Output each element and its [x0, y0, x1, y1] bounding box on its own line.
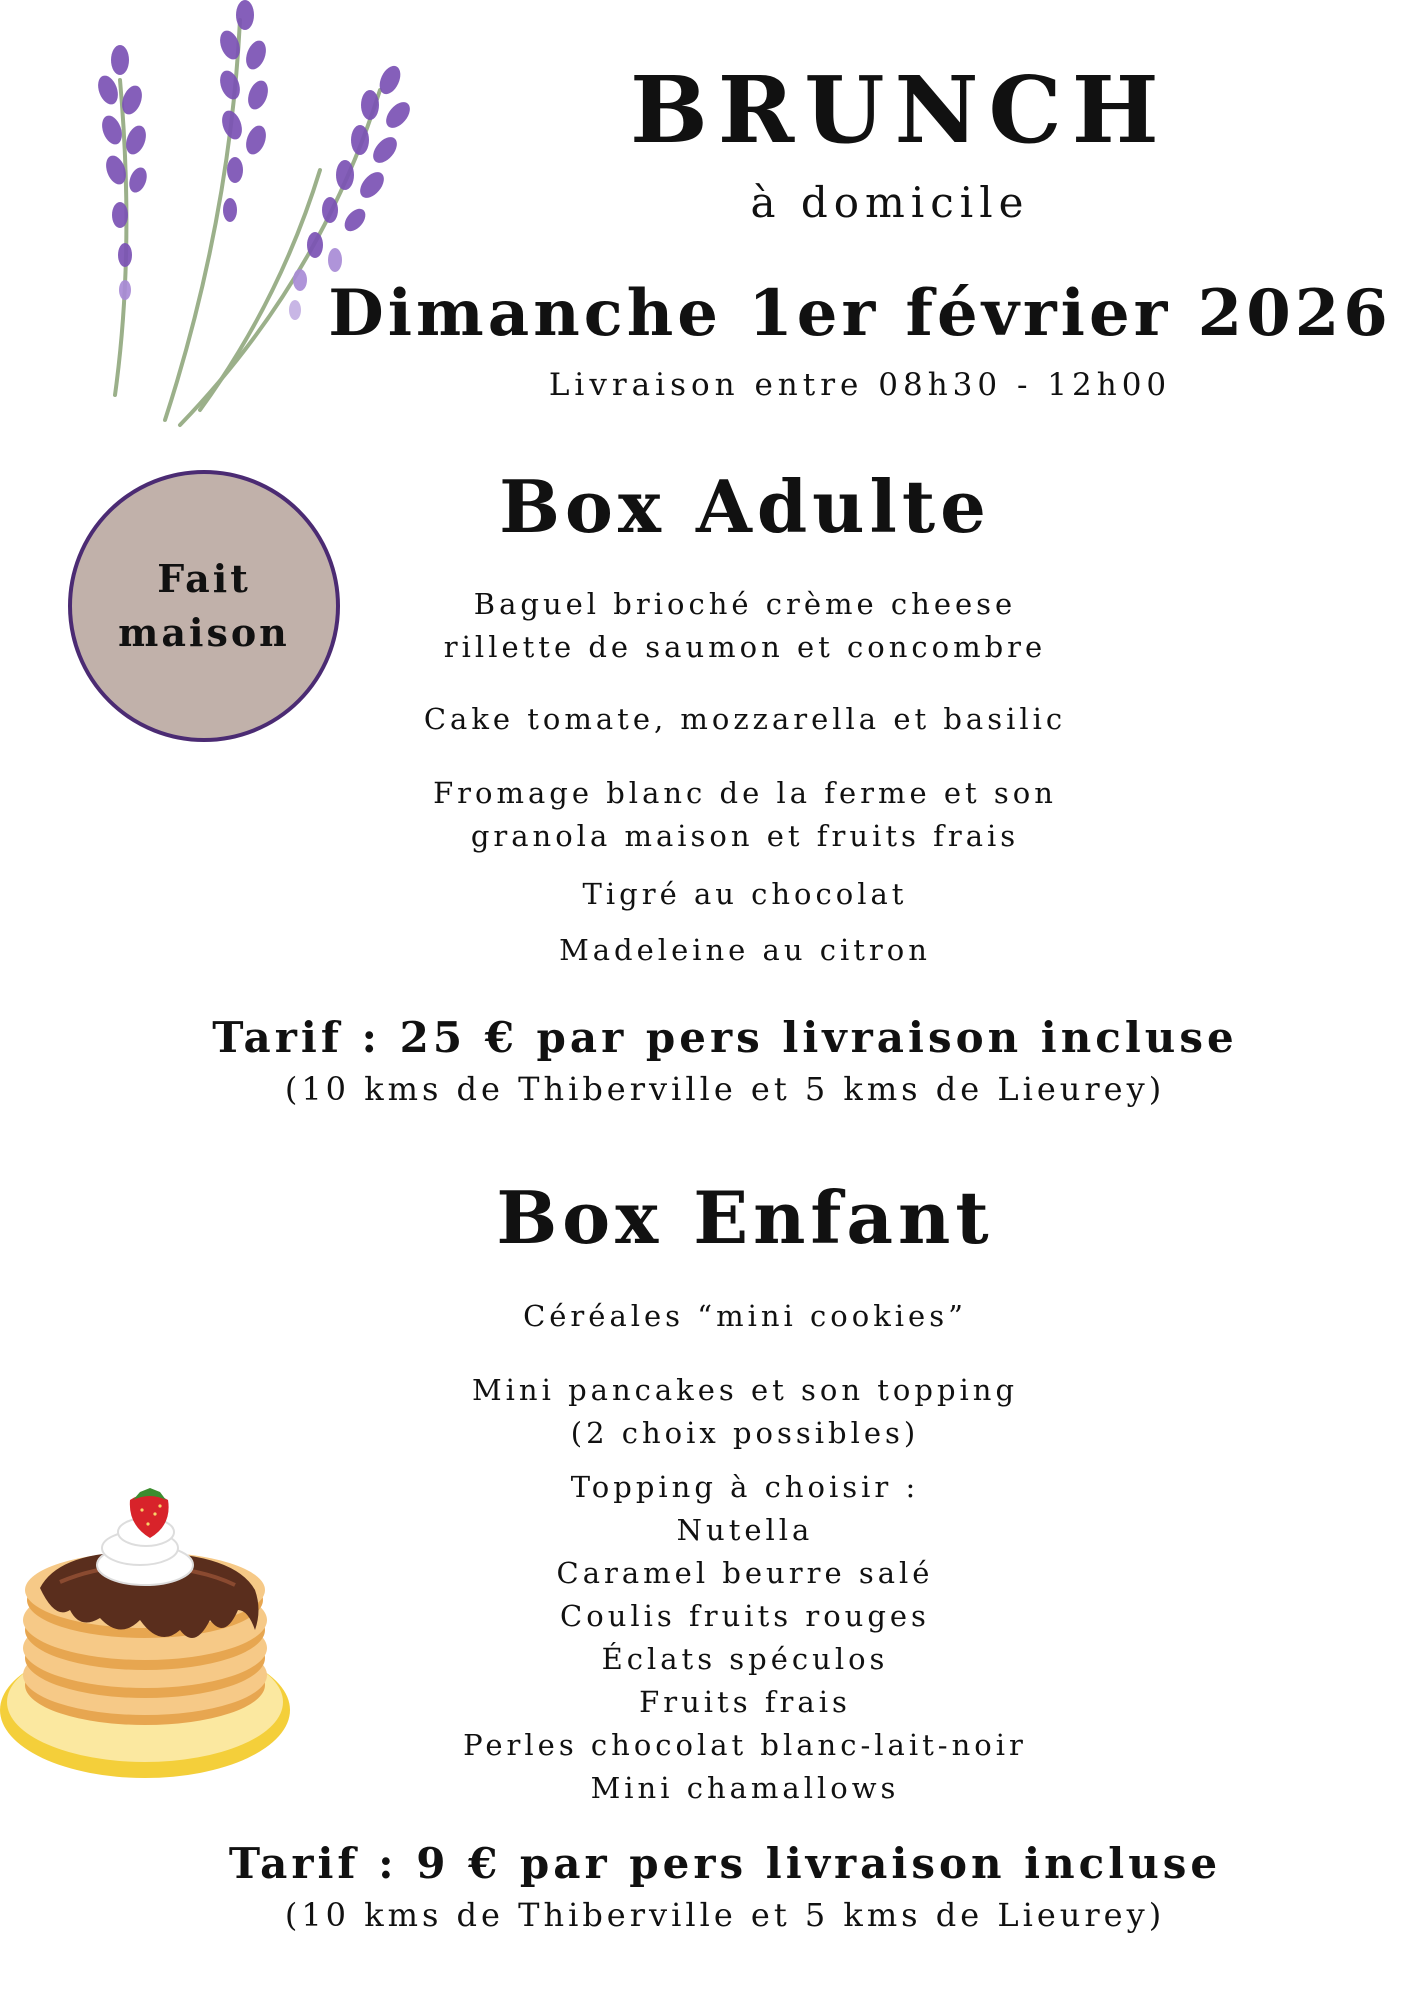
box-adulte-item: Fromage blanc de la ferme et son [433, 776, 1057, 810]
brunch-title: BRUNCH [630, 56, 1169, 164]
box-adulte-zone: (10 kms de Thiberville et 5 kms de Lieurey) [284, 1070, 1166, 1108]
box-adulte-item: Madeleine au citron [559, 933, 931, 967]
box-enfant-item: Mini chamallows [590, 1771, 900, 1805]
box-enfant-item: Coulis fruits rouges [560, 1599, 930, 1633]
box-adulte-item: Tigré au chocolat [582, 877, 908, 911]
box-enfant-item: Céréales “mini cookies” [523, 1299, 967, 1333]
box-adulte-item: rillette de saumon et concombre [443, 630, 1047, 664]
box-enfant-item: Éclats spéculos [601, 1642, 889, 1676]
box-adulte-item: Cake tomate, mozzarella et basilic [423, 702, 1067, 736]
box-enfant-item: (2 choix possibles) [570, 1416, 920, 1450]
box-adulte-tarif: Tarif : 25 € par pers livraison incluse [212, 1013, 1238, 1062]
subtitle: à domicile [750, 178, 1030, 227]
delivery-hours: Livraison entre 08h30 - 12h00 [548, 367, 1172, 403]
box-enfant-item: Nutella [676, 1513, 814, 1547]
lavender-buds [94, 0, 414, 320]
box-enfant-item: Perles chocolat blanc-lait-noir [463, 1728, 1027, 1762]
box-adulte-item: Baguel brioché crème cheese [473, 587, 1017, 621]
badge-line-2: maison [118, 610, 290, 655]
box-enfant-item: Fruits frais [639, 1685, 851, 1719]
box-enfant-item: Topping à choisir : [570, 1470, 920, 1504]
badge-line-1: Fait [157, 556, 251, 601]
lavender-illustration [80, 0, 440, 440]
box-adulte-title: Box Adulte [499, 464, 991, 549]
pancakes-illustration [0, 1470, 300, 1790]
box-enfant-item: Mini pancakes et son topping [471, 1373, 1019, 1407]
box-enfant-item: Caramel beurre salé [556, 1556, 934, 1590]
lavender-stems [115, 20, 380, 425]
box-enfant-title: Box Enfant [496, 1175, 994, 1260]
box-enfant-zone: (10 kms de Thiberville et 5 kms de Lieurey) [284, 1896, 1166, 1934]
event-date: Dimanche 1er février 2026 [328, 276, 1392, 351]
box-enfant-tarif: Tarif : 9 € par pers livraison incluse [228, 1839, 1222, 1888]
box-adulte-item: granola maison et fruits frais [470, 819, 1020, 853]
